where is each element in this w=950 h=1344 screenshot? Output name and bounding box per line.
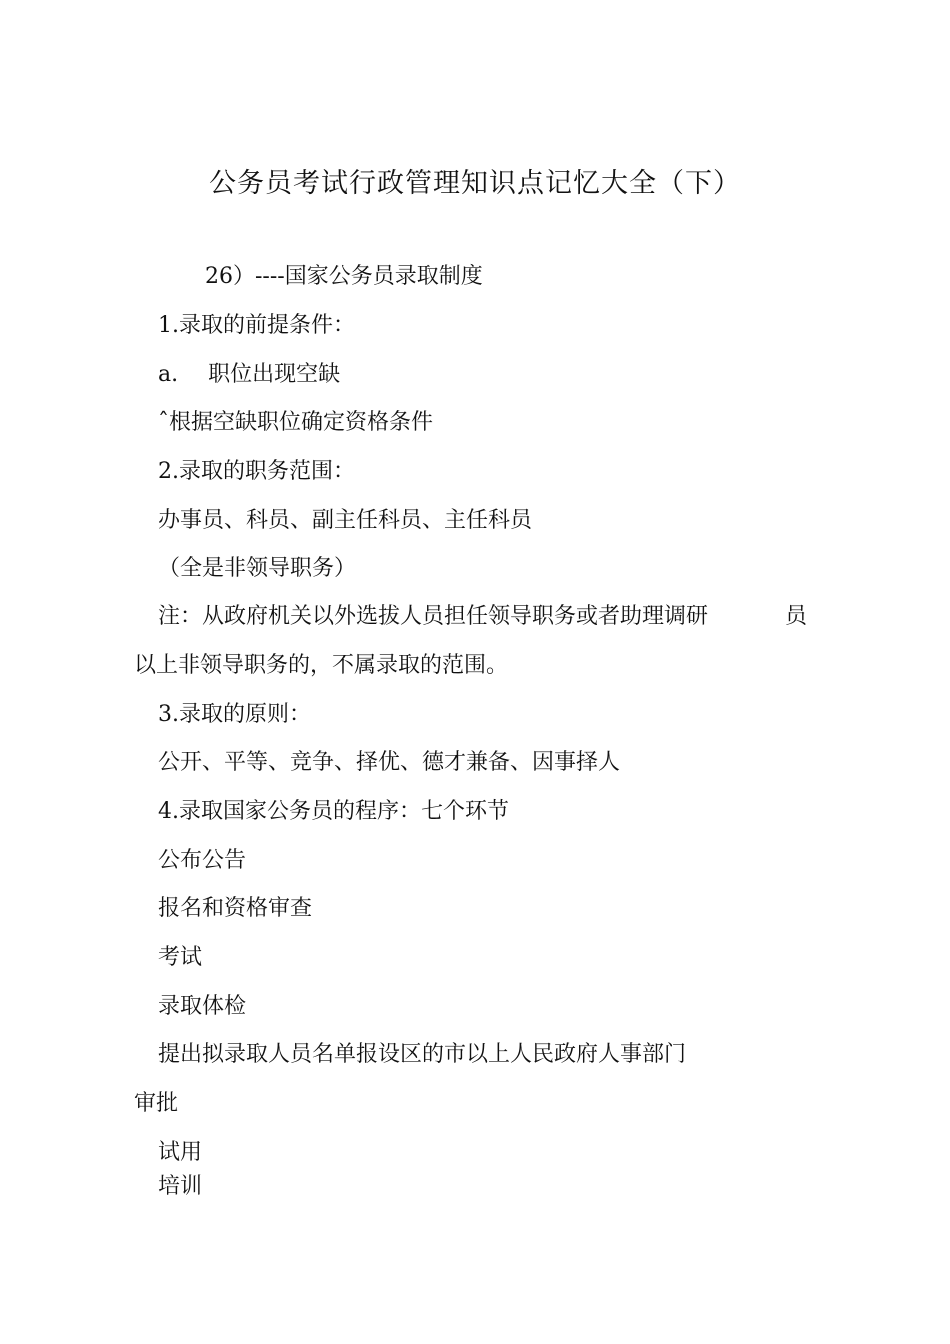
text-line: 以上非领导职务的，不属录取的范围。	[134, 653, 509, 678]
text-line: 2.录取的职务范围：	[158, 459, 355, 484]
text-line: ˆ根据空缺职位确定资格条件	[158, 410, 434, 435]
text-line: 培训	[158, 1174, 203, 1199]
text-line-tail: 员	[785, 604, 808, 629]
text-line: 报名和资格审查	[158, 896, 313, 921]
text-line: 审批	[134, 1091, 179, 1116]
text-line: 提出拟录取人员名单报设区的市以上人民政府人事部门	[158, 1042, 687, 1067]
list-item-text: 职位出现空缺	[208, 362, 341, 387]
text-line: 公开、平等、竞争、择优、德才兼备、因事择人	[158, 750, 621, 775]
list-marker: a.	[158, 362, 179, 387]
text-line	[158, 360, 340, 390]
text-line: 录取体检	[158, 994, 247, 1019]
text-line: 办事员、科员、副主任科员、主任科员	[158, 508, 533, 533]
text-line: 3.录取的原则：	[158, 702, 311, 727]
section-heading: 26）----国家公务员录取制度	[205, 264, 483, 289]
text-line: 考试	[158, 945, 203, 970]
text-line: 1.录取的前提条件：	[158, 313, 355, 338]
text-line: 公布公告	[158, 848, 247, 873]
text-line: 注：从政府机关以外选拔人员担任领导职务或者助理调研	[158, 604, 709, 629]
text-line: 4.录取国家公务员的程序：七个环节	[158, 799, 509, 824]
document-title: 公务员考试行政管理知识点记忆大全（下）	[209, 168, 741, 199]
text-line: 试用	[158, 1140, 203, 1165]
text-line: （全是非领导职务）	[158, 556, 357, 581]
